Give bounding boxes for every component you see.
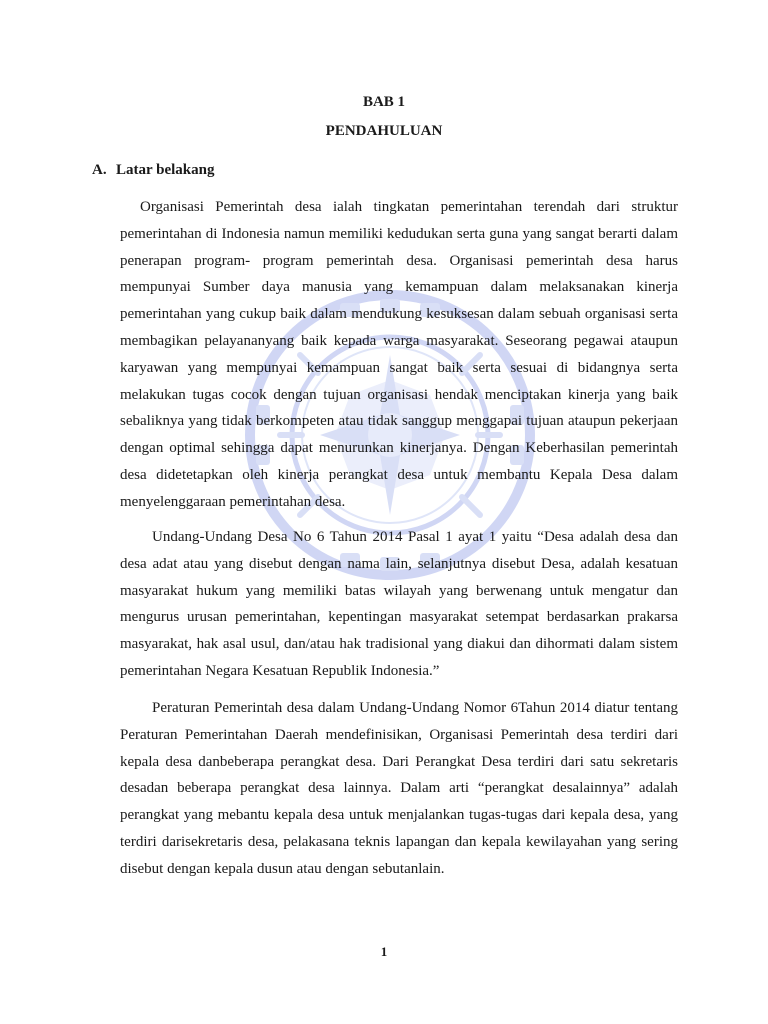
body-paragraph-1: Organisasi Pemerintah desa ialah tingkatan pemerintahan terendah dari struktur pemerintahan di Indonesia namun memiliki kedudukan serta guna yang sangat berarti dalam penerapan program- program pemerintah desa. Organisasi pemerintah desa harus mempunyai Sumber daya manusia yang kemampuan dalam melaksanakan kinerja pemerintahan yang cukup baik dalam mendukung kesuksesan dalam sebuah organisasi serta membagikan pelayananyang baik kepada warga masyarakat. Seseorang pegawai ataupun karyawan yang mempunyai kemampuan sangat baik serta sesuai di bidangnya serta melakukan tugas cocok dengan tujuan organisasi hendak menciptakan kinerja yang baik sebaliknya yang tidak berkompeten atau tidak sanggup menggapai tujuan ataupun pekerjaan dengan optimal sehingga dapat menurunkan kinerjanya. Dengan Keberhasilan pemerintah desa didetetapkan oleh kinerja perangkat desa untuk membantu Kepala Desa dalam menyelenggaraan pemerintahan desa.	[120, 199, 678, 510]
chapter-title: PENDAHULUAN	[325, 123, 443, 139]
page-number: 1	[380, 944, 388, 959]
body-paragraph-3: Peraturan Pemerintah desa dalam Undang-Undang Nomor 6Tahun 2014 diatur tentang Peraturan Pemerintahan Daerah mendefinisikan, Organisasi Pemerintah desa terdiri dari kepala desa danbeberapa perangkat desa. Dari Perangkat Desa terdiri dari satu sekretaris desadan beberapa perangkat desa lainnya. Dalam arti “perangkat desalainnya” adalah perangkat yang mebantu kepala desa untuk menjalankan tugas-tugas dari kepala desa, yang terdiri darisekretaris desa, pelakasana teknis lapangan dan kepala kewilayahan yang sering disebut dengan kepala dusun atau dengan sebutanlain.	[120, 700, 678, 877]
section-title: Latar belakang	[116, 162, 215, 178]
section-heading	[92, 161, 215, 179]
section-letter: A.	[92, 162, 107, 178]
body-paragraph-2: Undang-Undang Desa No 6 Tahun 2014 Pasal 1 ayat 1 yaitu “Desa adalah desa dan desa adat atau yang disebut dengan nama lain, selanjutnya disebut Desa, adalah kesatuan masyarakat hukum yang memiliki batas wilayah yang berwenang untuk mengatur dan mengurus urusan pemerintahan, kepentingan masyarakat setempat berdasarkan prakarsa masyarakat, hak asal usul, dan/atau hak tradisional yang diakui dan dihormati dalam sistem pemerintahan Negara Kesatuan Republik Indonesia.”	[120, 529, 678, 679]
chapter-number: BAB 1	[362, 94, 406, 110]
